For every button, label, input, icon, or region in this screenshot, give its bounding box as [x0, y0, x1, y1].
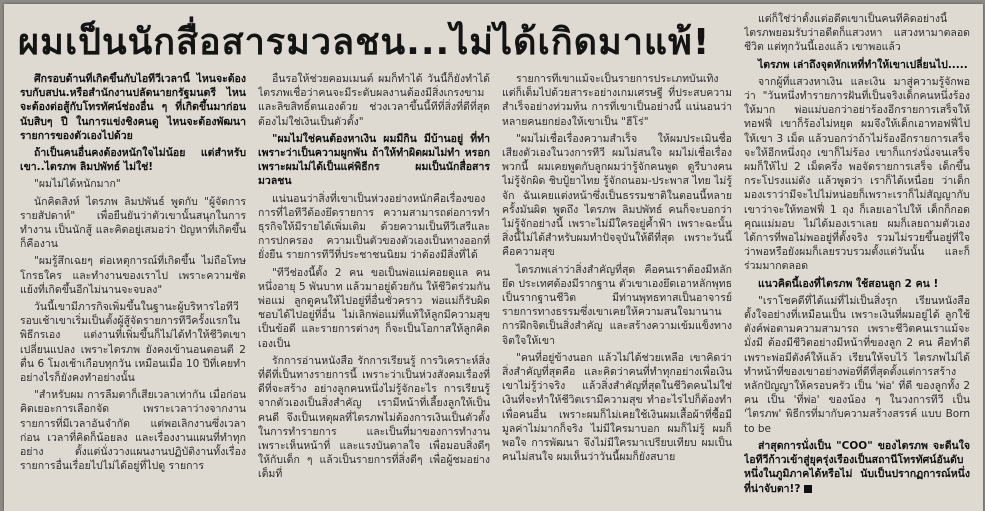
- paragraph: จากผู้ที่แสวงหาเงิน และเงิน มาสู่ความรู้จักพอว่า "วันหนึ่งทำรายการฝันที่เป็นจริงเด็กคนหนึ่งร้องให้มาก พ่อแม่บอกว่าอย่าร้องอีกรายการเสร็จให้ทอฟฟี่ เขาก็ร้องไม่หยุด ผมจึงให้เด็กเอาทอฟฟี่ไปให้เขา 3 เม็ด แล้วบอกว่าถ้าไม่ร้องอีกรายการเสร็จจะให้อีกหนึ่งถุง เขาก็ไม่ร้อง เขาก็แกร่งนั่งจนเสร็จ ผมก็ให้ไป 2 เม็ดครึ่ง พอจัดรายการเสร็จ เด็กขึ้นกระโปรงแม่ดัง แล้วพูดว่า เราก็ได้เหนื่อย ว่าเด็กมองเราว่ามีจะไปไม่หน่อยก็เพราะเราก็ไม่สัญญากับเขาว่าจะให้ทอฟฟี่ 1 ถุง ก็เลยเอาไปให้ เด็กก็กอดคุณแม่มอบ ไม่ได้มองเราเลย ผมก็เลยถามตัวเอง ได้การที่พอไม่พออยู่ที่ตั้งจริง รวมไม่รวยขึ้นอยู่ที่ใจว่าพอหรือยังผมก็เลยรวบรวมตั้งแต่วันนั้น และก็ร่วมมากตลอด: [744, 75, 970, 273]
- paragraph: แน่นอนว่าสิ่งที่เขาเป็นห่วงอย่างหนักคือเรื่องของการที่ไอทีวีต้องยึดรายการ ความสามารถต่อการทำธุรกิจให้มีรายได้เพิ่มเติม ด้วยความเป็นทีวีเสรีและการปกครอง ความเป็นตัวของตัวเองเป็นทางออกที่ยั่งยืน รายการทีวีที่ประชาชนนิยม ว่าต้องมีสิ่งที่ได้: [258, 192, 490, 262]
- paragraph: ส่าสุดการนั่งเป็น "COO" ของไตรภพ จะดีนใจ ไอทีวีก้าวเข้าสู่ยุครุ่งเรืองเป็นสถานีโทรทัศน์อันดับหนึ่งในภูมิภาคได้หรือไม่ นับเป็นปรากฏการณ์หนึ่งที่น่าจับตา!?: [744, 439, 970, 495]
- paragraph: นักคิดสิงห์ ไตรภพ ลิมปพันธ์ พูดกับ "ผู้จัดการรายสัปดาห์" เพื่อยืนยันว่าตัวเขานั้นสนุกในการทำงาน เป็นนักสู้ และคิดอยู่เสมอว่า ปัญหาที่เกิดขึ้นก็คืองาน: [20, 195, 246, 251]
- end-mark-icon: [804, 485, 812, 493]
- paragraph: รักการอ่านหนังสือ รักการเรียนรู้ การวิเคราะห์สิ่งที่ดีที่เป็นทางรายการนี้ เพราะว่าเป็นห่วงสังคมเรื่องที่ดีที่จะสร้าง อย่างลูกคนหนึ่งไม่รู้จักอะไร การเรียนรู้จากตัวเองเป็นสิ่งสำคัญ เรามีหน้าที่เลี้ยงลูกให้เป็นคนดี จึงเป็นเหตุผลที่ไตรภพไม่ต้องการเงินเป็นตัวตั้งในการทำรายการ และเป็นที่มาของการทำงาน เพราะเห็นหน้าที่ และแรงบันดาลใจ เพื่อมอบสิ่งดีๆ ให้กับเด็ก ๆ แล้วเป็นรายการที่สิ่งดีๆ เพื่อผู้ชมอย่างเต็มที่: [258, 354, 490, 481]
- paragraph: ศึกรอบด้านที่เกิดขึ้นกับไอทีวีเวลานี้ ไหนจะต้องรบกับสปน.หรือสำนักงานปลัดนายกรัฐมนตรี ไหนจะต้องต่อสู้กับโทรทัศน์ช่องอื่น ๆ ที่เกิดขึ้นมาก่อนนับสิบๆ ปี ในการแข่งชิงคนดู ไหนจะต้องพัฒนารายการของตัวเองไปด้วย: [20, 73, 246, 142]
- article-column-1: [20, 72, 246, 508]
- paragraph: "สำหรับผม การลืมตาก็เสียเวลาเท่ากัน เมื่อก่อนคิดเยอะการเลือกจัด เพราะเวลาว่างจากงานรายการที่มีเวลาอันจำกัด แต่พอเลิกงานซึ่งเวลาก่อน เวลาที่คิดก็น้อยลง และเรื่องงานแผนที่ทำทุกอย่าง ตั้งแต่นั่งวางแผนงานปฏิบัติงานทั้งเรื่องรายการอื่นเรื่อยไปไม่ได้อยู่ที่ไปดู รายการ: [20, 389, 246, 473]
- paragraph: "เราโชคดีที่ได้แม่ที่ไม่เป็นสิ่งรุก เรียนหนังสือตั้งใจอย่างที่เหมือนเป็น เพราะเงินที่ผมอยู่ได้ ลูกใช้ตังค์พ่อตามความสามารถ เพราะชีวิตคนเราแม้จะมั่งมี ต้องมีชีวิตอย่างมีหน้าที่ของลูก 2 คน คือทำดี เพราะพ่อมีตังค์ให้แล้ว เรียนให้จบไว้ ไตรภพไม่ได้ทำหน้าที่ของเขาอย่างพ่อที่ดีที่สุดตั้งแต่การสร้างหลักปัญญาให้ครอบครัว เป็น 'พ่อ' ที่ดี ของลูกทั้ง 2 คน เป็น 'ที่พ่อ' ของน้อง ๆ ในวงการทีวี เป็น 'ไตรภพ' พิธีกรที่มากับความสร้างสรรค์ แบบ Born to be: [744, 294, 970, 435]
- paragraph: "ผมรู้สึกเฉยๆ ต่อเหตุการณ์ที่เกิดขึ้น ไม่ถือโทษโกรธใคร และทำงานของเราไป เพราะความชัดแย้งที่เกิดขึ้นอีกไม่นานจะจบลง": [20, 255, 246, 296]
- paragraph: อื่นรอให้ช่วยคอมเมนต์ ผมก็ทำได้ วันนี้ก็ยังทำได้ ไตรภพเชื่อว่าคนจะมีระดับผลงานต้องมีสิ่งเกรงขามและลิขสิทธิ์ตนเองด้วย ช่วงเวลาขึ้นนี้ทีที่สิ่งที่ดีที่สุดต้องไม่ใช่เงินเป็นตัวตั้ง": [258, 73, 490, 128]
- paragraph: ไตรภพเล่าว่าสิ่งสำคัญที่สุด คือคนเราต้องมีหลักยึด ประเทศต้องมีรากฐาน ตัวเขาเองยึดเอาหลักพุทธเป็นรากฐานชีวิต มีท่านพุทธทาสเป็นอาจารย์รายการทางธรรมซึ่งเขาเคยให้ความสนใจมานาน การฝึกจิตเป็นสิ่งสำคัญ และสร้างความเข้มแข็งทางจิตใจให้เขา: [502, 263, 732, 347]
- paragraph: ถ้าเป็นคนอื่นคงต้องหนักใจไม่น้อย แต่สำหรับเขา..ไตรภพ ลิมปพัทธ์ ไม่ใช่!: [20, 147, 246, 174]
- paragraph: "ทีวีช่องนี้ตั้ง 2 คน ขอเป็นพ่อแม่คอยดูแล คนหนึ่งอายุ 5 พันบาท แล้วมาอยู่ด้วยกัน ให้ชีวิตร่วมกันพ่อแม่ ลูกดูคนให้ไปอยู่ที่อื่นชั่วคราว พ่อแม่ก็รับผิดชอบได้ไปอยู่ที่อื่น ไม่เลิกพ่อแม่ที่แท้ให้ลูกมีความสุข เป็นข้อดี และรายการต่างๆ ก็จะเป็นโอกาสให้ลูกคิดเองเป็น: [258, 266, 490, 350]
- article-column-2: [258, 72, 490, 508]
- paragraph: "คนที่อยู่ข้างนอก แล้วไม่ได้ช่วยเหลือ เขาคิดว่าสิ่งสำคัญที่สุดคือ และคิดว่าคนที่ทำทุกอย่างเพื่อเงินเขาไม่รู้ว่าจริง แล้วสิ่งสำคัญที่สุดในชีวิตคนไม่ใช่เงินที่จะทำให้ชีวิตเรามีความสุข ทำอะไรไปก็ต้องทำเพื่อคนอื่น เพราะผมก็ไม่เคยใช้เงินผมเสื้อผ้าที่ซื้อมีมูลค่าไม่มากก็จริง ไม่มีใครมาบอก ผมก็ไม่รู้ ผมก็พอใจ การพัฒนา จึงไม่มีใครมาเปรียบเทียบ ผมเป็นคนไม่สนใจ ผมเห็นว่าวันนี้ผมก็ยังสบาย: [502, 351, 732, 464]
- newspaper-page: [4, 4, 983, 511]
- paragraph: "ผมไม่ใช่คนต้องหาเงิน ผมมีกิน มีบ้านอยู่ ที่ทำเพราะว่าเป็นความผูกพัน ถ้าให้ทำผิดผมไม่ทำ หรอก เพราะผมไม่ได้เป็นแค่พิธีกร ผมเป็นนักสื่อสารมวลชน: [258, 132, 490, 188]
- paragraph: รายการที่เขาแม้จะเป็นรายการประเภทบันเทิง แต่ก็เต็มไปด้วยสาระอย่างเกมเศรษฐี ที่ประสบความสำเร็จอย่างท่วมท้น การที่เขาเป็นอย่างนี้ แน่นอนว่าหลายคนยกย่องให้เขาเป็น "ฮีโร่": [502, 73, 732, 128]
- paragraph: แนวคิดนี้เองที่ไตรภพ ใช้สอนลูก 2 คน !: [758, 277, 939, 290]
- paragraph: แต่ก็ใช่ว่าตั้งแต่อดีตเขาเป็นคนที่คิดอย่างนี้ ไตรภพยอมรับว่าอดีตก็แสวงหา แสวงหามาตลอดชีวิต แต่ทุกวันนี้เองแล้ว เขาพอแล้ว: [744, 13, 970, 54]
- headline: ผมเป็นนักสื่อสารมวลชน...ไม่ได้เกิดมาแพ้!: [18, 22, 711, 63]
- paragraph: วันนี้เขามีภารกิจเพิ่มขึ้นในฐานะผู้บริหารไอทีวี รอบเช้าเขาเริ่มเป็นตั้งผู้สู้จัดรายการทีวีครั้งแรกในพิธีกรเอง แต่งานที่เพิ่มขึ้นก็ไม่ได้ทำให้ชีวิตเขาเปลี่ยนแปลง เพราะไตรภพ ยังคงเข้านอนตอนตี 2 ตื่น 6 โมงเช้าเกือบทุกวัน เหมือนเมื่อ 10 ปีที่เคยทำอย่างไรก็ยังคงทำอย่างนั้น: [20, 301, 246, 385]
- paragraph: "ผมไม่ได้หนักมาก": [34, 178, 121, 191]
- paragraph: "ผมไม่เชื่อเรื่องความสำเร็จ ให้ผมประเมินชื่อเสียงตัวเองในวงการทีวี ผมไม่สนใจ ผมไม่เชื่อเรื่องพวกนี้ ผมเคยพูดกับลูกผมว่ารู้จักคนพูด ดูรีบางคนไม่รู้จักผิด ชิบปู้ยาไทย รู้จักถนอม-ประพาส ไทย ไม่รู้จัก ฉันเคยแต่งหน้าซึ่งเป็นธรรมชาติในตอนนี้หลายครั้งมันผิด พูดถึง ไตรภพ ลิมปพัทธ์ คนก็จะบอกว่าไม่รู้จักอย่างนี้ เพราะไม่มีใครอยู่ค้ำฟ้า เพราะฉะนั้นสิ่งนี้ไม่ได้สำหรับผมทำปัจจุบันให้ดีที่สุด เพราะวันนี้คือความสุข: [502, 132, 732, 259]
- paragraph: ไตรภพ เล่าถึงจุดหักเหที่ทำให้เขาเปลี่ยนไป.....: [758, 58, 968, 71]
- article-column-3: [502, 72, 732, 508]
- article-column-4: [744, 12, 970, 508]
